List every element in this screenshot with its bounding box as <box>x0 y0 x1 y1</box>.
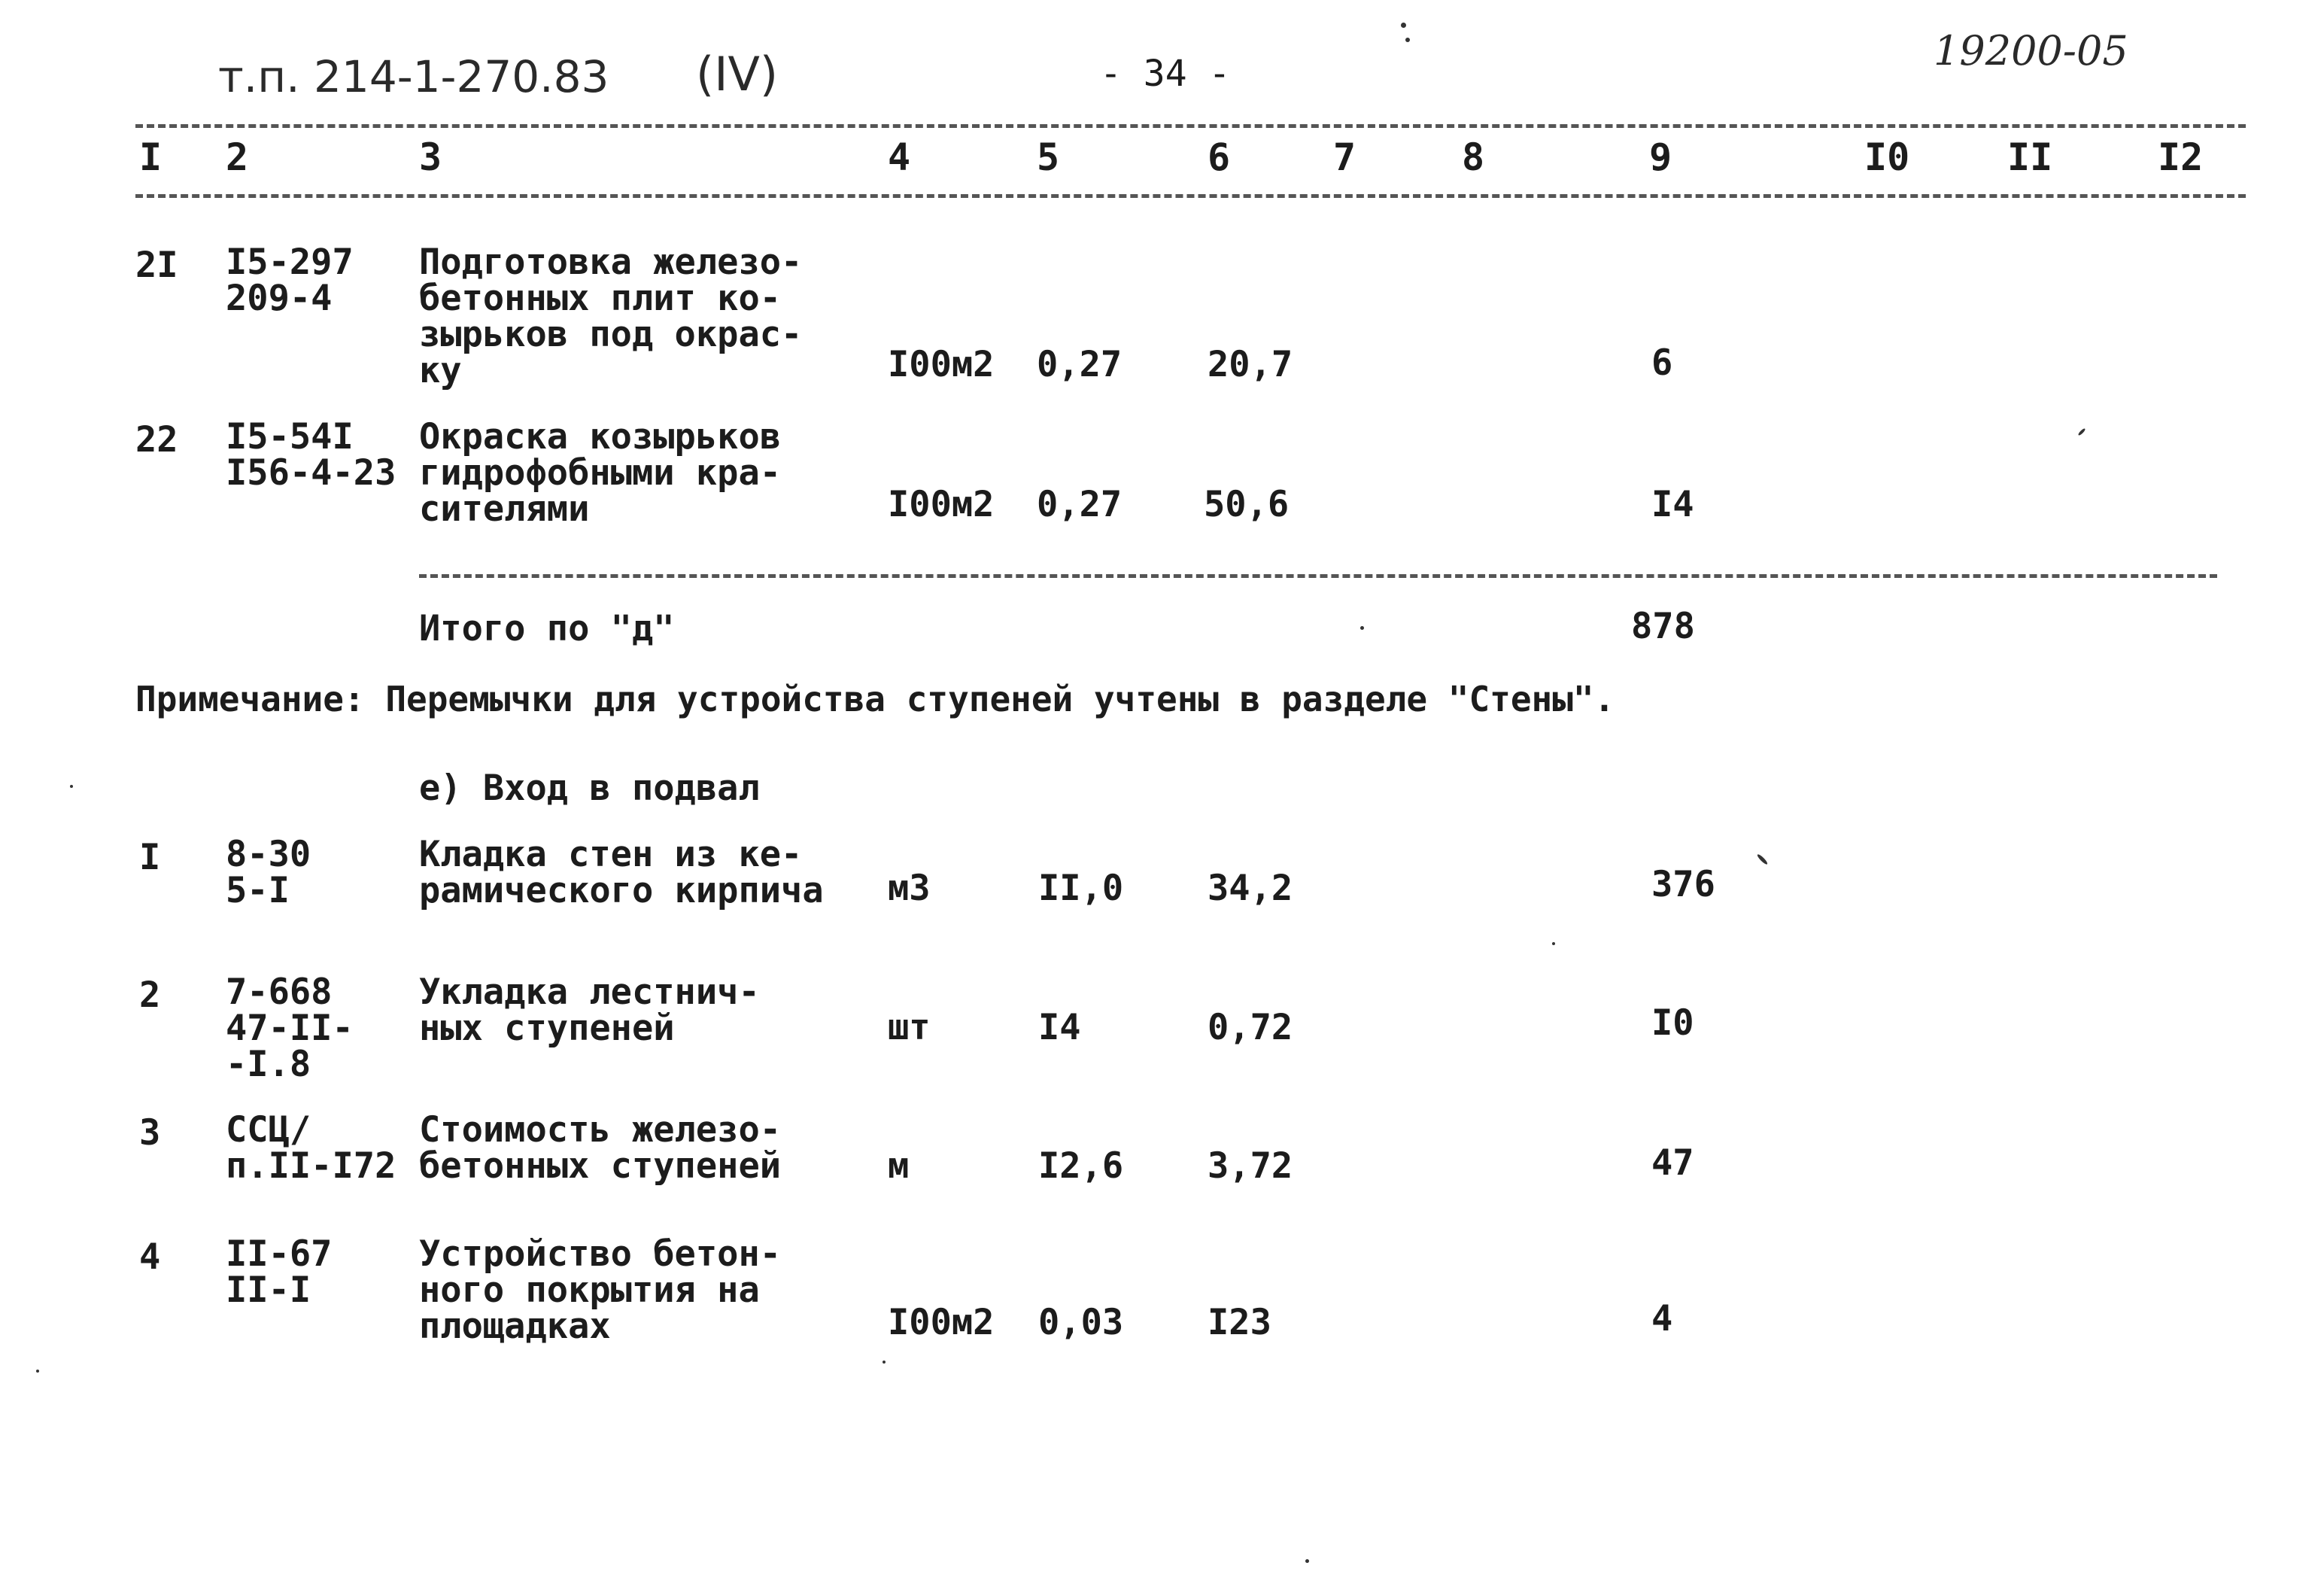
column-header: 6 <box>1208 135 1231 179</box>
unit-price: 20,7 <box>1208 344 1293 385</box>
column-header: 5 <box>1037 135 1060 179</box>
column-header: I <box>139 135 163 179</box>
unit-price: 3,72 <box>1208 1145 1293 1187</box>
scan-speck <box>1401 23 1406 28</box>
unit: I00м2 <box>888 484 995 525</box>
document-reference: т.п. 214-1-270.83 <box>218 51 609 102</box>
work-description: Устройство бетон- ного покрытия на площадках <box>419 1233 782 1347</box>
column-header: 7 <box>1333 135 1356 179</box>
unit-price: 50,6 <box>1204 484 1290 525</box>
column-header: 4 <box>888 135 911 179</box>
row-number: 3 <box>139 1112 161 1154</box>
quantity: 0,27 <box>1037 344 1123 385</box>
unit: I00м2 <box>888 344 995 385</box>
row-number: 22 <box>135 419 178 461</box>
scan-speck <box>70 785 73 788</box>
scan-speck <box>1360 626 1364 630</box>
column-header: I2 <box>2158 135 2204 179</box>
page-number: - 34 - <box>1100 53 1231 95</box>
scan-speck <box>1405 38 1410 42</box>
column-header: 3 <box>419 135 442 179</box>
total-cost: I0 <box>1651 1002 1694 1044</box>
row-number: 4 <box>139 1236 161 1278</box>
unit: м <box>888 1145 910 1187</box>
total-cost: 47 <box>1651 1142 1694 1184</box>
section-title: е) Вход в подвал <box>419 768 760 809</box>
quantity: 0,27 <box>1037 484 1123 525</box>
unit-price: 0,72 <box>1208 1007 1293 1048</box>
work-description: Окраска козырьков гидрофобными кра- сителями <box>419 416 782 530</box>
section-total-value: 878 <box>1631 606 1695 647</box>
archive-number: 19200-05 <box>1934 27 2128 74</box>
column-header: II <box>2007 135 2053 179</box>
work-description: Подготовка железо- бетонных плит ко- зырьков под окрас- ку <box>419 242 803 391</box>
work-description: Укладка лестнич- ных ступеней <box>419 971 760 1049</box>
work-description: Стоимость железо- бетонных ступеней <box>419 1109 782 1187</box>
header-rule-top <box>135 124 2246 128</box>
rate-code: I5-54I I56-4-23 <box>226 416 396 494</box>
unit-price: 34,2 <box>1208 868 1293 909</box>
quantity: I2,6 <box>1038 1145 1124 1187</box>
scan-speck <box>1552 942 1555 945</box>
column-header: 9 <box>1649 135 1672 179</box>
unit: м3 <box>888 868 931 909</box>
rate-code: 8-30 5-I <box>226 834 311 911</box>
rate-code: I5-297 209-4 <box>226 242 354 319</box>
quantity: II,0 <box>1038 868 1124 909</box>
rate-code: 7-668 47-II- -I.8 <box>226 971 354 1085</box>
document-part: (IV) <box>696 47 779 102</box>
scan-speck <box>36 1370 39 1373</box>
footnote: Примечание: Перемычки для устройства ступеней учтены в разделе "Стены". <box>135 679 1615 719</box>
unit: шт <box>888 1007 931 1048</box>
work-description: Кладка стен из ке- рамического кирпича <box>419 834 824 911</box>
section-total-label: Итого по "д" <box>419 608 675 649</box>
total-cost: I4 <box>1651 484 1694 525</box>
quantity: I4 <box>1038 1007 1081 1048</box>
column-header: 8 <box>1462 135 1485 179</box>
total-cost: 4 <box>1651 1298 1673 1339</box>
scan-speck <box>2077 427 2086 436</box>
rate-code: II-67 II-I <box>226 1233 333 1311</box>
total-cost: 6 <box>1651 342 1673 384</box>
scan-speck <box>883 1361 886 1364</box>
column-header: I0 <box>1864 135 1910 179</box>
subtotal-rule <box>419 574 2217 578</box>
row-number: 2I <box>135 245 178 286</box>
row-number: I <box>139 837 161 878</box>
total-cost: 376 <box>1651 864 1715 905</box>
row-number: 2 <box>139 974 161 1016</box>
scan-speck <box>1756 853 1768 865</box>
column-header: 2 <box>226 135 249 179</box>
scan-speck <box>1305 1559 1309 1563</box>
rate-code: ССЦ/ п.II-I72 <box>226 1109 396 1187</box>
header-rule-bottom <box>135 194 2246 198</box>
unit-price: I23 <box>1208 1302 1271 1343</box>
quantity: 0,03 <box>1038 1302 1124 1343</box>
unit: I00м2 <box>888 1302 995 1343</box>
